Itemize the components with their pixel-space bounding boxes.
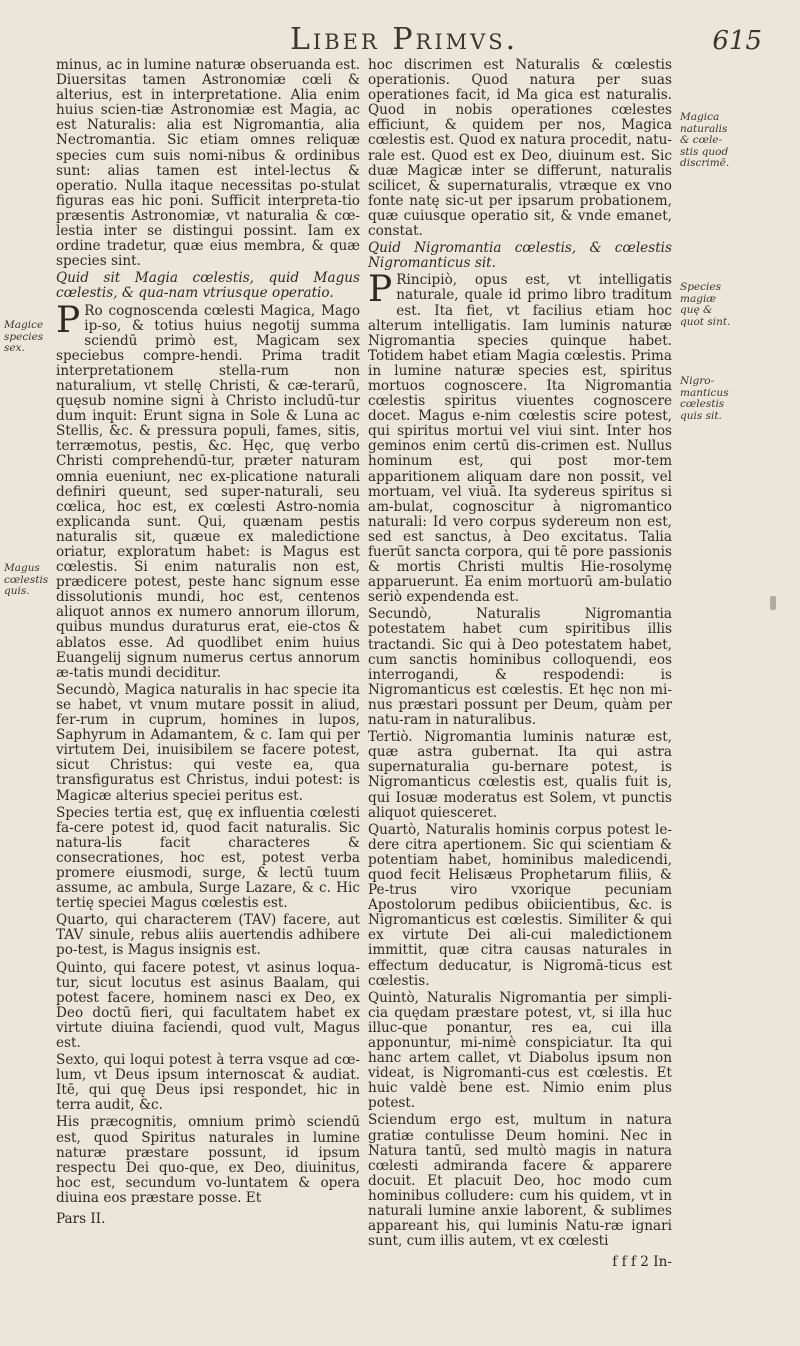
paragraph: Quintò, Naturalis Nigromantia per simpli-cia quędam præstare potest, vt, si illa huc illuc-que ponantur, res ea, cui illa apponuntur, mi-nimè conspiciatur. Ita qui hanc artem callet, vt Diabolus ipsum non videat, is Nigromanti-cus est cœlestis. Et huic valdè bene est. Nimio enim plus potest. xyxy=(368,989,672,1112)
right-column xyxy=(368,58,672,1270)
paragraph-dropcap: PRo cognoscenda cœlesti Magica, Mago ip-so, & totius huius negotij summa sciendū primò est, Magicam sex speciebus compre-hendi. Prima tradit interpretationem stella-rum non naturalium, vt stellę Christi, & cæ-terarū, quęsub nomine signi à Christo includū-tur dum inquit: Erunt signa in Sole & Luna ac Stellis, &c. & pressura populi, fames, sitis, terræmotus, pestis, &c. Hęc, quę verbo Christi comprehendū-tur, præter naturam omnia eueniunt, nec ex-plicatione naturali definiri queunt, sed super-naturali, seu cœlica, hoc est, ex cœlesti Astro-nomia explicanda sunt. Qui, quænam pestis naturalis sit, quæue ex maledictione oriatur, exploratum habet: is Magus est cœlestis. Si enim naturalis non est, prædicere potest, peste hanc signum esse dissolutionis mundi, hoc est, centenos aliquot annos ex numero annorum illorum, quibus mundus duraturus erat, eie-ctos & ablatos esse. Ad quodlibet enim huius Euangelij signum numerus certus annorum æ-tatis mundi deciditur. xyxy=(56,299,360,681)
paragraph: Sciendum ergo est, multum in natura gratiæ contulisse Deum homini. Nec in Natura tantū, sed multò magis in natura cœlesti admiranda facere & apparere docuit. Et placuit Deo, hoc modo cum hominibus colludere: cum his quidem, vt in naturali lumine anxie laborent, & sublimes appareant his, qui luminis Natu-ræ ignari sunt, cum illis autem, vt ex cœlesti xyxy=(368,1112,672,1250)
paragraph: His præcognitis, omnium primò sciendū est, quod Spiritus naturales in lumine naturæ præstare possunt, id ipsum respectu Dei quo-que, ex Deo, diuinitus, hoc est, secundum vo-luntatem & opera diuina eos præstare posse. Et xyxy=(56,1114,360,1206)
running-head: Liber Primvs. xyxy=(290,22,519,57)
page-header xyxy=(60,22,770,62)
page-number: 615 xyxy=(712,26,762,56)
margin-gloss-right-3: Nigro-manticus cœlestis quis sit. xyxy=(680,375,729,422)
paragraph: Quinto, qui facere potest, vt asinus loqua-tur, sicut locutus est asinus Baalam, qui potest facere, hominem nasci ex Deo, ex Deo doctū fieri, qui facultatem habet ex virtute diuina faciendi, quod vult, Magus est. xyxy=(56,959,360,1051)
margin-gloss-left-1: Magice species sex. xyxy=(4,319,44,354)
paragraph: Species tertia est, quę ex influentia cœlesti fa-cere potest id, quod facit naturalis. Sic natura-lis facit characteres & consecrationes, hoc est, potest verba promere eiusmodi, surge, & lectū tuum assume, ac ambula, Surge Lazare, & c. Hic tertię speciei Magus cœlestis est. xyxy=(56,804,360,912)
paragraph-dropcap: PRincipiò, opus est, vt intelligatis naturale, quale id primo libro traditum est. Ita fiet, vt facilius etiam hoc alterum intelligatis. Iam luminis naturæ Nigromantia species quinque habet. Totidem habet etiam Magia cœlestis. Prima in lumine naturæ species est, spiritus mortuos cognoscere. Ita Nigromantia cœlestis spiritus viuentes cognoscere docet. Magus e-nim cœlestis scire potest, qui spiritus mortui vel viui sint. Inter hos geminos enim certū dis-crimen est. Nullus hominum est, qui post mor-tem apparitionem aliquam dare non possit, vel mortuam, vel viuā. Ita sydereus spiritus si am-bulat, cognoscitur à nigromantico naturali: Id vero corpus sydereum non est, sed est sanctus, à Deo excitatus. Talia fuerūt sancta corpora, qui tē pore passionis & mortis Christi multis Hie-rosolymę apparuerunt. Ea enim mortuorū am-bulatio seriò expendenda est. xyxy=(368,269,672,606)
paragraph: minus, ac in lumine naturæ obseruanda est. Diuersitas tamen Astronomiæ cœli & alterius, est in interpretatione. Alia enim huius scien-tiæ Astronomiæ est Magia, ac est Naturalis: alia est Nigromantia, alia Nectromantia. Sic etiam omnes reliquæ species cum suis nomi-nibus & ordinibus sunt: alias tamen est intel-lectus & operatio. Nulla itaque necessitas po-stulat figuras eas hic poni. Sufficit interpreta-tio præsentis Astronomiæ, vt naturalia & cœ-lestia inter se distingui possint. Iam ex ordine tradetur, quæ eius membra, & quæ species sint. xyxy=(56,57,360,270)
margin-gloss-left-2: Magus cœlestis quis. xyxy=(4,562,49,597)
catchword: f f f 2 In- xyxy=(612,1254,672,1271)
paragraph: Sexto, qui loqui potest à terra vsque ad cœ-lum, vt Deus ipsum internoscat & audiat. Itē, qui quę Deus ipsi respondet, hic in terra audit, &c. xyxy=(56,1052,360,1114)
paragraph: Tertiò. Nigromantia luminis naturæ est, quæ astra gubernat. Ita qui astra supernaturalia gu-bernare potest, is Nigromanticus cœlestis est, qualis fuit is, qui Iosuæ moderatus est Solem, vt punctis aliquot quiesceret. xyxy=(368,729,672,821)
paragraph: Quarto, qui characterem (TAV) facere, aut TAV sinule, rebus aliis auertendis adhibere po-test, is Magus insignis est. xyxy=(56,912,360,959)
left-column xyxy=(56,58,360,1227)
page-footer-left xyxy=(56,1212,360,1227)
page-footer-right xyxy=(368,1255,672,1270)
paragraph: Quartò, Naturalis hominis corpus potest le-dere citra apertionem. Sic qui scientiam & potentiam habet, hominibus maledicendi, quod fecit Helisæus Prophetarum filiis, & Pe-trus viro vxorique pecuniam Apostolorum pedibus obiicientibus, &c. is Nigromanticus est cœlestis. Similiter & qui ex virtute Dei ali-cui maledictionem immittit, quæ citra causas naturales in effectum deducatur, is Nigromā-ticus est cœlestis. xyxy=(368,821,672,989)
signature-mark: Pars II. xyxy=(56,1211,106,1228)
paragraph: Secundò, Magica naturalis in hac specie ita se habet, vt vnum mutare possit in aliud, fer-rum in cuprum, homines in lupos, Saphyrum in Adamantem, & c. Iam qui per virtutem Dei, inuisibilem se facere potest, sicut Christus: qui veste ea, qua transfiguratus est Christus, indui potest: is Magicæ alterius speciei peritus est. xyxy=(56,681,360,804)
section-heading: Quid Nigromantia cœlestis, & cœlestis Nigromanticus sit. xyxy=(368,240,672,272)
section-heading: Quid sit Magia cœlestis, quid Magus cœlestis, & qua-nam vtriusque operatio. xyxy=(56,270,360,302)
paragraph: Secundò, Naturalis Nigromantia potestatem habet cum spiritibus illis tractandi. Sic qui à Deo potestatem habet, cum sanctis hominibus colloquendi, eos interrogandi, & respodendi: is Nigromanticus est cœlestis. Et hęc non mi-nus præstari possunt per Deum, quàm per natu-ram in naturalibus. xyxy=(368,606,672,729)
paragraph: hoc discrimen est Naturalis & cœlestis operationis. Quod natura per suas operationes facit, id Ma gica est naturalis. Quod in nobis operationes cœlestes efficiunt, & quidem per nos, Magica cœlestis est. Quod ex natura procedit, natu-rale est. Quod est ex Deo, diuinum est. Sic duæ Magicæ inter se differunt, naturalis scilicet, & supernaturalis, vtræque ex vno fonte natę sic-ut per ipsarum probationem, quæ cuiusque operatio sit, & vnde emanet, constat. xyxy=(368,57,672,240)
margin-gloss-right-2: Species magiæ quę & quot sint. xyxy=(680,281,731,328)
margin-gloss-right-1: Magica naturalis & cœle-stis quod discrimē. xyxy=(680,111,730,169)
ink-smudge xyxy=(770,596,776,610)
